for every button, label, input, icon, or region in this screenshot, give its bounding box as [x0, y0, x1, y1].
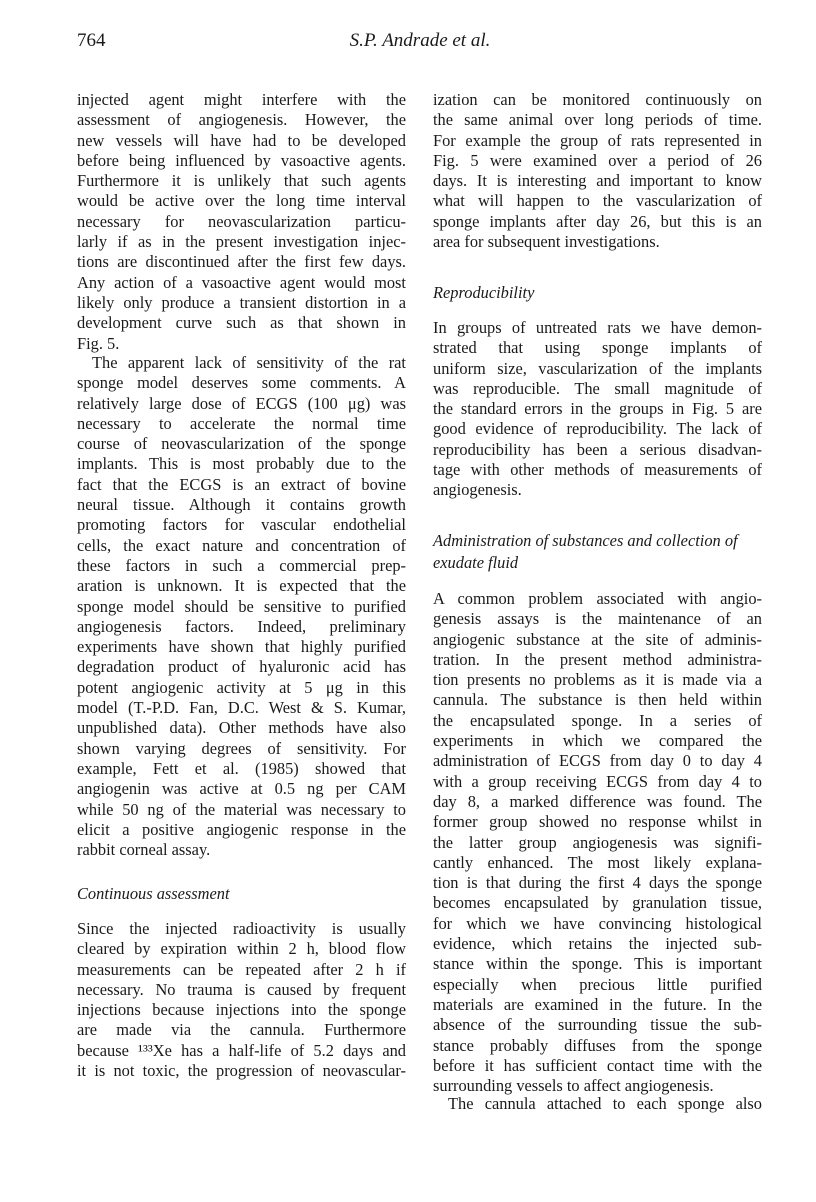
- text-line: cantly enhanced. The most likely explana-: [433, 852, 762, 872]
- text-line: surrounding vessels to affect angiogenesis.: [433, 1076, 714, 1096]
- text-line: angiogenesis factors. Indeed, preliminary: [77, 616, 406, 636]
- text-line: For example the group of rats represented in: [433, 130, 762, 150]
- text-line: The cannula attached to each sponge also: [448, 1094, 762, 1113]
- text-line: with a group receiving ECGS from day 4 to: [433, 771, 762, 791]
- text-line: fact that the ECGS is an extract of bovine: [77, 474, 406, 494]
- text-line: promoting factors for vascular endothelial: [77, 515, 406, 535]
- text-line: development curve such as that shown in: [77, 313, 406, 333]
- text-line: administration of ECGS from day 0 to day 4: [433, 751, 762, 771]
- text-line: unpublished data). Other methods have also: [77, 718, 406, 738]
- text-line: experiments have shown that highly purified: [77, 637, 406, 657]
- text-line: evidence, which retains the injected sub-: [433, 934, 762, 954]
- text-line: Fig. 5.: [77, 333, 120, 353]
- text-line: measurements can be repeated after 2 h if: [77, 959, 406, 979]
- text-line: uniform size, vascularization of the implants: [433, 358, 762, 378]
- text-line: implants. This is most probably due to the: [77, 454, 406, 474]
- text-line: what will happen to the vascularization of: [433, 191, 762, 211]
- text-line: sponge implants after day 26, but this is an: [433, 211, 762, 231]
- text-line: tion is that during the first 4 days the sponge: [433, 873, 762, 893]
- text-line: rabbit corneal assay.: [77, 840, 211, 860]
- text-line: stance probably diffuses from the sponge: [433, 1035, 762, 1055]
- text-line: the standard errors in the groups in Fig. 5 are: [433, 399, 762, 419]
- text-line: Any action of a vasoactive agent would most: [77, 272, 406, 292]
- text-line: Furthermore it is unlikely that such agents: [77, 171, 406, 191]
- text-line: likely only produce a transient distortion in a: [77, 292, 406, 312]
- text-line: new vessels will have had to be developed: [77, 130, 406, 150]
- text-line: larly if as in the present investigation injec-: [77, 232, 406, 252]
- text-line: angiogenin was active at 0.5 ng per CAM: [77, 779, 406, 799]
- text-line: example, Fett et al. (1985) showed that: [77, 758, 406, 778]
- text-line: was reproducible. The small magnitude of: [433, 378, 762, 398]
- text-line: Reproducibility: [433, 283, 535, 302]
- text-line: for which we have convincing histological: [433, 913, 762, 933]
- text-line: before it has sufficient contact time with the: [433, 1055, 762, 1075]
- text-line: materials are examined in the future. In the: [433, 994, 762, 1014]
- text-line: day 8, a marked difference was found. The: [433, 791, 762, 811]
- text-line: injected agent might interfere with the: [77, 90, 406, 109]
- text-line: the encapsulated sponge. In a series of: [433, 710, 762, 730]
- paragraph: [433, 589, 762, 1096]
- text-line: necessary for neovascularization particu-: [77, 211, 406, 231]
- text-line: necessary. No trauma is caused by frequent: [77, 979, 406, 999]
- text-line: exudate fluid: [433, 553, 519, 572]
- text-line: model (T.-P.D. Fan, D.C. West & S. Kumar,: [77, 698, 406, 718]
- section-heading: [77, 883, 406, 905]
- text-line: relatively large dose of ECGS (100 μg) was: [77, 393, 406, 413]
- text-line: Administration of substances and collection of: [433, 531, 738, 550]
- section-heading: [433, 282, 762, 304]
- paragraph: [433, 1094, 762, 1114]
- text-line: cannula. The substance is then held within: [433, 690, 762, 710]
- text-line: cells, the exact nature and concentration of: [77, 535, 406, 555]
- text-line: A common problem associated with angio-: [433, 589, 762, 608]
- text-line: while 50 ng of the material was necessary to: [77, 799, 406, 819]
- text-line: ization can be monitored continuously on: [433, 90, 762, 109]
- text-line: elicit a positive angiogenic response in the: [77, 819, 406, 839]
- text-line: becomes encapsulated by granulation tissue,: [433, 893, 762, 913]
- text-line: shown varying degrees of sensitivity. For: [77, 738, 406, 758]
- text-line: absence of the surrounding tissue the sub-: [433, 1015, 762, 1035]
- text-line: tage with other methods of measurements of: [433, 460, 762, 480]
- text-line: these factors in such a commercial prep-: [77, 555, 406, 575]
- paragraph: [77, 919, 406, 1081]
- text-line: neural tissue. Although it contains growth: [77, 495, 406, 515]
- text-line: course of neovascularization of the sponge: [77, 434, 406, 454]
- text-line: necessary to accelerate the normal time: [77, 413, 406, 433]
- text-line: tration. In the present method administra-: [433, 649, 762, 669]
- text-line: reproducibility has been a serious disadvan-: [433, 439, 762, 459]
- text-line: tion presents no problems as it is made via a: [433, 670, 762, 690]
- text-line: injections because injections into the sponge: [77, 1000, 406, 1020]
- text-line: Continuous assessment: [77, 884, 230, 903]
- text-line: would be active over the long time interval: [77, 191, 406, 211]
- running-head: S.P. Andrade et al.: [349, 30, 491, 51]
- text-line: because ¹³³Xe has a half-life of 5.2 days and: [77, 1040, 406, 1060]
- text-line: sponge model should be sensitive to purified: [77, 596, 406, 616]
- text-line: Since the injected radioactivity is usually: [77, 919, 406, 938]
- text-line: degradation product of hyaluronic acid has: [77, 657, 406, 677]
- text-line: potent angiogenic activity at 5 μg in this: [77, 677, 406, 697]
- text-line: it is not toxic, the progression of neovascular-: [77, 1061, 406, 1081]
- text-line: angiogenesis.: [433, 480, 522, 500]
- text-line: angiogenic substance at the site of adminis-: [433, 629, 762, 649]
- page-number: 764: [77, 30, 106, 51]
- text-line: especially when precious little purified: [433, 974, 762, 994]
- paragraph: [77, 90, 406, 354]
- text-line: before being influenced by vasoactive agents.: [77, 150, 406, 170]
- text-line: sponge model deserves some comments. A: [77, 373, 406, 393]
- text-line: days. It is interesting and important to know: [433, 171, 762, 191]
- text-line: stance within the sponge. This is important: [433, 954, 762, 974]
- text-line: assessment of angiogenesis. However, the: [77, 110, 406, 130]
- paragraph: [77, 353, 406, 860]
- text-line: strated that using sponge implants of: [433, 338, 762, 358]
- text-line: In groups of untreated rats we have demon-: [433, 318, 762, 337]
- text-line: The apparent lack of sensitivity of the rat: [92, 353, 406, 372]
- section-heading: [433, 530, 762, 574]
- text-line: good evidence of reproducibility. The lack of: [433, 419, 762, 439]
- text-line: the same animal over long periods of time.: [433, 110, 762, 130]
- paragraph: [433, 318, 762, 501]
- text-line: former group showed no response whilst in: [433, 812, 762, 832]
- text-line: genesis assays is the maintenance of an: [433, 609, 762, 629]
- text-line: the latter group angiogenesis was signifi-: [433, 832, 762, 852]
- text-line: Fig. 5 were examined over a period of 26: [433, 150, 762, 170]
- paragraph: [433, 90, 762, 252]
- text-line: experiments in which we compared the: [433, 731, 762, 751]
- text-line: are made via the cannula. Furthermore: [77, 1020, 406, 1040]
- text-line: area for subsequent investigations.: [433, 232, 660, 252]
- text-line: tions are discontinued after the first few days.: [77, 252, 406, 272]
- text-line: cleared by expiration within 2 h, blood flow: [77, 939, 406, 959]
- text-line: aration is unknown. It is expected that the: [77, 576, 406, 596]
